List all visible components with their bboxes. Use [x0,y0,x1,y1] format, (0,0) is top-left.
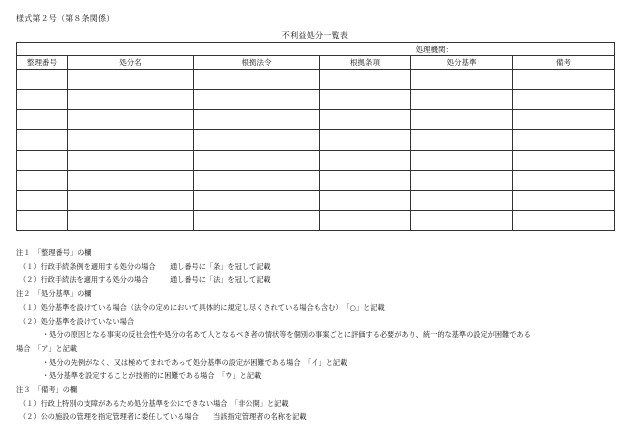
table-cell [513,130,615,150]
note-bullet: ・処分基準を設定することが技術的に困難である場合 「ウ」と記載 [42,371,262,381]
table-cell [194,210,320,230]
table-row [17,70,615,90]
table-cell [411,110,513,130]
col-header-remarks: 備考 [513,56,615,70]
table-row [17,170,615,190]
table-cell [194,170,320,190]
table-cell [513,70,615,90]
table-cell [68,210,194,230]
col-header-law: 根拠法令 [194,56,320,70]
table-cell [194,130,320,150]
table-cell [194,110,320,130]
table-cell [411,70,513,90]
table-row [17,90,615,110]
table-cell [17,90,68,110]
table-row [17,110,615,130]
table-cell [411,130,513,150]
table-cell [17,190,68,210]
org-label-cell: 処理機関： [411,43,615,56]
note-heading-2: 注２ 「処分基準」の欄 [16,289,92,299]
table-cell [194,90,320,110]
table-row [17,150,615,170]
note-item: （２）処分基準を設けていない場合 [19,316,135,326]
note-item: （１）行政上特別の支障があるため処分基準を公にできない場合 「非公開」と記載 [19,398,289,408]
table-cell [68,70,194,90]
note-item: （１）処分基準を設けている場合（法令の定めにおいて具体的に規定し尽くされている場合も含む） 「○」と記載 [19,302,385,312]
table-cell [513,150,615,170]
note-bullet: ・処分の先例がなく、又は極めてまれであって処分基準の設定が困難である場合 「イ」と記載 [42,357,348,367]
org-spacer-cell [17,43,411,56]
table-cell [513,170,615,190]
table-cell [17,110,68,130]
table-cell [411,150,513,170]
table-cell [68,150,194,170]
table-cell [17,150,68,170]
table-cell [320,90,411,110]
table-cell [68,170,194,190]
header-row [17,56,615,70]
table-row [17,190,615,210]
table-cell [411,90,513,110]
note-bullet: ・処分の原因となる事実の反社会性や処分の名あて人となるべき者の情状等を個別の事案ごとに評価する必要があり、統一的な基準の設定が困難である [42,330,531,340]
table-cell [513,190,615,210]
table-cell [68,110,194,130]
form-number-label: 様式第２号（第８条関係） [16,14,115,23]
table-cell [194,190,320,210]
table-cell [320,210,411,230]
table-cell [320,130,411,150]
table-row [17,210,615,230]
col-header-number: 整理番号 [17,56,68,70]
table-cell [68,190,194,210]
note-heading-3: 注３ 「備考」の欄 [16,385,78,395]
note-item: （２）行政手続法を適用する処分の場合 通し番号に「法」を冠して記載 [19,275,271,285]
table-cell [411,190,513,210]
table-cell [194,70,320,90]
page-title: 不利益処分一覧表 [281,31,349,40]
org-row [17,43,615,56]
table-cell [194,150,320,170]
notes-section [16,246,616,424]
table-cell [320,190,411,210]
disposition-list-table [16,42,615,231]
table-cell [17,130,68,150]
table-cell [68,130,194,150]
table-cell [17,170,68,190]
table-cell [320,70,411,90]
table-cell [320,110,411,130]
table-cell [17,70,68,90]
note-heading-1: 注１ 「整理番号」の欄 [16,248,92,257]
note-item: （２）公の施設の管理を指定管理者に委任している場合 当該指定管理者の名称を記載 [19,412,307,422]
table-cell [320,170,411,190]
table-cell [320,150,411,170]
table-cell [17,210,68,230]
table-cell [513,110,615,130]
table-cell [513,90,615,110]
table-cell [411,170,513,190]
col-header-criteria: 処分基準 [411,56,513,70]
table-cell [411,210,513,230]
note-bullet-continuation: 場合 「ア」と記載 [16,343,78,353]
col-header-disposition: 処分名 [68,56,194,70]
table-row [17,130,615,150]
table-cell [513,210,615,230]
col-header-article: 根拠条項 [320,56,411,70]
table-cell [68,90,194,110]
note-item: （１）行政手続条例を適用する処分の場合 通し番号に「条」を冠して記載 [19,261,271,271]
